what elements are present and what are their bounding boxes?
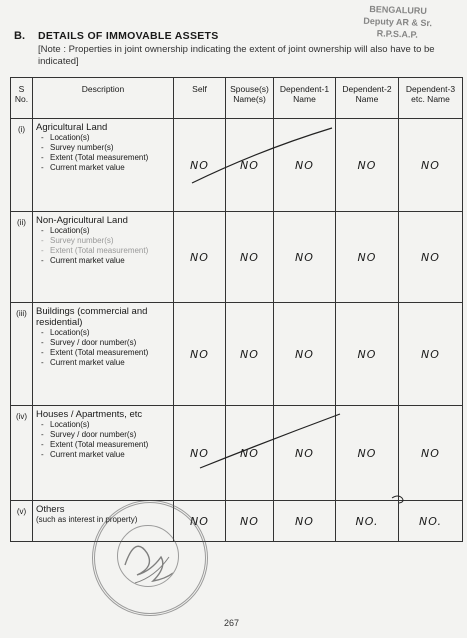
row-item: - Extent (Total measurement) (36, 348, 171, 358)
answer-dependent-1: NO (274, 212, 336, 303)
answer-self: NO (174, 501, 226, 542)
header-sno: S No. (11, 78, 33, 119)
answer-dependent-2: NO (336, 406, 399, 501)
answer-spouse: NO (226, 501, 274, 542)
row-item: - Extent (Total measurement) (36, 153, 171, 163)
official-seal (92, 500, 208, 616)
answer-dependent-3: NO (399, 303, 463, 406)
header-dependent-3: Dependent-3 etc. Name (399, 78, 463, 119)
answer-dependent-2: NO (336, 119, 399, 212)
section-title: DETAILS OF IMMOVABLE ASSETS (38, 30, 219, 42)
answer-dependent-3: NO. (399, 501, 463, 542)
answer-spouse: NO (226, 119, 274, 212)
row-item: - Current market value (36, 256, 171, 266)
header-self: Self (174, 78, 226, 119)
row-item: - Location(s) (36, 133, 171, 143)
header-dependent-1: Dependent-1 Name (274, 78, 336, 119)
row-title: Others (36, 504, 65, 515)
row-sno: (iv) (11, 406, 33, 501)
answer-dependent-2: NO (336, 212, 399, 303)
answer-self: NO (174, 406, 226, 501)
page-number: 267 (224, 618, 240, 628)
header-dependent-2: Dependent-2 Name (336, 78, 399, 119)
row-item: - Current market value (36, 163, 171, 173)
row-item: - Location(s) (36, 328, 171, 338)
row-item: - Location(s) (36, 226, 171, 236)
answer-dependent-3: NO (399, 119, 463, 212)
note-line-1: [Note : Properties in joint ownership indicating the extent of joint ownership will also have to be (38, 44, 435, 55)
row-sno: (iii) (11, 303, 33, 406)
answer-spouse: NO (226, 406, 274, 501)
strike-line-row-4 (200, 414, 340, 468)
answer-dependent-2: NO. (336, 501, 399, 542)
row-item: - Extent (Total measurement) (36, 246, 171, 256)
answer-dependent-2: NO (336, 303, 399, 406)
row-item: - Location(s) (36, 420, 171, 430)
row-item: - Survey / door number(s) (36, 338, 171, 348)
answer-dependent-1: NO (274, 119, 336, 212)
strike-line-row-1 (192, 128, 332, 183)
row-sno: (ii) (11, 212, 33, 303)
row-title: Non-Agricultural Land (36, 215, 128, 226)
row-sno: (i) (11, 119, 33, 212)
section-letter: B. (14, 30, 25, 42)
row-title: Buildings (commercial and residential) (36, 306, 148, 328)
stamp-line-3: R.P.S.A.P. (376, 28, 419, 40)
row-subtitle: (such as interest in property) (36, 515, 138, 524)
signature-mark (95, 503, 205, 613)
row-sno: (v) (11, 501, 33, 542)
row-item: - Survey / door number(s) (36, 430, 171, 440)
answer-dependent-1: NO (274, 303, 336, 406)
stamp-line-1: BENGALURU (369, 4, 428, 17)
stamp-line-2: Deputy AR & Sr. (363, 15, 433, 29)
answer-dependent-1: NO (274, 406, 336, 501)
row-title: Houses / Apartments, etc (36, 409, 143, 420)
row-title: Agricultural Land (36, 122, 108, 133)
row-item: - Current market value (36, 450, 171, 460)
row-item: - Survey number(s) (36, 236, 171, 246)
answer-spouse: NO (226, 212, 274, 303)
answer-self: NO (174, 212, 226, 303)
answer-dependent-3: NO (399, 406, 463, 501)
answer-spouse: NO (226, 303, 274, 406)
row-item: - Survey number(s) (36, 143, 171, 153)
answer-self: NO (174, 303, 226, 406)
row-item: - Current market value (36, 358, 171, 368)
answer-dependent-3: NO (399, 212, 463, 303)
header-spouse: Spouse(s) Name(s) (226, 78, 274, 119)
note-line-2: indicated] (38, 56, 79, 67)
answer-dependent-1: NO (274, 501, 336, 542)
row-item: - Extent (Total measurement) (36, 440, 171, 450)
scribble-row-5 (392, 496, 403, 503)
header-description: Description (33, 78, 174, 119)
answer-self: NO (174, 119, 226, 212)
